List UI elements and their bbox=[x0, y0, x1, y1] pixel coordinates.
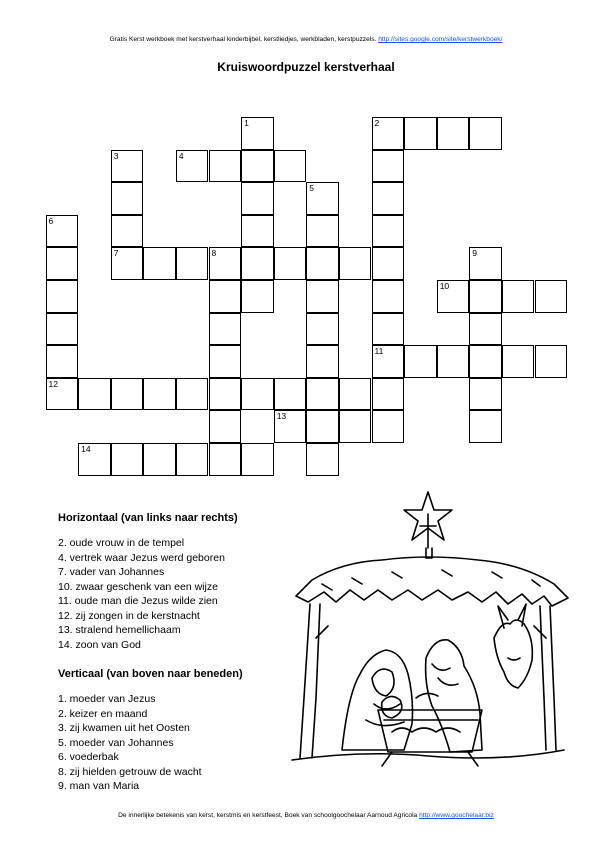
down-clues bbox=[58, 668, 243, 794]
clue-number: 2 bbox=[374, 118, 380, 128]
clue-number: 12 bbox=[48, 378, 58, 389]
crossword-cell[interactable] bbox=[274, 378, 307, 411]
crossword-cell[interactable] bbox=[306, 313, 339, 346]
crossword-cell[interactable] bbox=[372, 345, 405, 378]
crossword-cell[interactable] bbox=[404, 117, 437, 150]
crossword-cell[interactable] bbox=[241, 215, 274, 248]
crossword-cell[interactable] bbox=[46, 378, 79, 411]
across-heading: Horizontaal (van links naar rechts) bbox=[58, 512, 238, 524]
crossword-cell[interactable] bbox=[437, 117, 470, 150]
crossword-cell[interactable] bbox=[46, 215, 79, 248]
footer-note bbox=[0, 812, 612, 819]
crossword-cell[interactable] bbox=[372, 280, 405, 313]
crossword-cell[interactable] bbox=[469, 378, 502, 411]
crossword-cell[interactable] bbox=[111, 182, 144, 215]
crossword-cell[interactable] bbox=[404, 345, 437, 378]
crossword-cell[interactable] bbox=[306, 280, 339, 313]
clue-number: 1 bbox=[244, 118, 249, 128]
page-title: Kruiswoordpuzzel kerstverhaal bbox=[217, 60, 395, 74]
crossword-cell[interactable] bbox=[339, 410, 372, 443]
clue-number: 10 bbox=[439, 281, 450, 291]
crossword-cell[interactable] bbox=[209, 280, 242, 313]
stable-post-right bbox=[540, 606, 556, 750]
crossword-cell[interactable] bbox=[176, 443, 209, 476]
header-note-text: Gratis Kerst werkboek met kerstverhaal kinderbijbel, kerstliedjes, werkbladen, kerstpuzzels. bbox=[109, 36, 379, 43]
crossword-cell[interactable] bbox=[143, 247, 176, 280]
donkey bbox=[494, 620, 532, 688]
crossword-cell[interactable] bbox=[372, 215, 405, 248]
down-clue: 6. voederbak bbox=[58, 751, 119, 763]
crossword-cell[interactable] bbox=[111, 247, 144, 280]
across-clue: 7. vader van Johannes bbox=[58, 566, 165, 578]
clue-number: 4 bbox=[178, 150, 184, 161]
down-list bbox=[58, 692, 243, 794]
across-clue: 12. zij zongen in de kerstnacht bbox=[58, 609, 200, 622]
clue-number: 14 bbox=[81, 444, 91, 454]
crossword-cell[interactable] bbox=[209, 150, 242, 183]
nativity-illustration bbox=[282, 488, 574, 788]
crossword-cell[interactable] bbox=[372, 150, 405, 183]
crossword-cell[interactable] bbox=[78, 378, 111, 411]
crossword-cell[interactable] bbox=[143, 443, 176, 476]
clue-number: 13 bbox=[276, 411, 287, 422]
crossword-cell[interactable] bbox=[241, 378, 274, 411]
crossword-cell[interactable] bbox=[535, 345, 568, 378]
crossword-cell[interactable] bbox=[372, 117, 405, 150]
header-link[interactable]: http://sites.google.com/site/kerstwerkboek/ bbox=[378, 36, 503, 43]
crossword-cell[interactable] bbox=[209, 378, 242, 411]
clue-number: 8 bbox=[211, 248, 217, 259]
crossword-cell[interactable] bbox=[437, 345, 470, 378]
crossword-cell[interactable] bbox=[502, 345, 535, 378]
crossword-cell[interactable] bbox=[535, 280, 568, 313]
across-list bbox=[58, 536, 238, 652]
crossword-cell[interactable] bbox=[306, 345, 339, 378]
crossword-cell[interactable] bbox=[339, 378, 372, 411]
crossword-cell[interactable] bbox=[372, 410, 405, 443]
crossword-cell[interactable] bbox=[241, 150, 274, 183]
baby bbox=[382, 696, 402, 718]
crossword-cell[interactable] bbox=[274, 410, 307, 443]
crossword-cell[interactable] bbox=[372, 182, 405, 215]
crossword-cell[interactable] bbox=[209, 345, 242, 378]
crossword-cell[interactable] bbox=[241, 443, 274, 476]
crossword-cell[interactable] bbox=[111, 150, 144, 183]
clue-number: 5 bbox=[309, 183, 315, 194]
across-clues bbox=[58, 512, 238, 652]
crossword-cell[interactable] bbox=[469, 280, 502, 313]
crossword-cell[interactable] bbox=[176, 150, 209, 183]
crossword-cell[interactable] bbox=[339, 247, 372, 280]
clue-number: 3 bbox=[113, 150, 119, 161]
crossword-cell[interactable] bbox=[241, 280, 274, 313]
down-clue: 5. moeder van Johannes bbox=[58, 736, 174, 749]
across-clue: 4. vertrek waar Jezus werd geboren bbox=[58, 551, 225, 564]
crossword-cell[interactable] bbox=[372, 247, 405, 280]
crossword-cell[interactable] bbox=[274, 150, 307, 183]
crossword-cell[interactable] bbox=[241, 182, 274, 215]
crossword-cell[interactable] bbox=[143, 378, 176, 411]
across-clue: 11. oude man die Jezus wilde zien bbox=[58, 595, 218, 607]
crossword-cell[interactable] bbox=[502, 280, 535, 313]
stable-roof bbox=[296, 557, 568, 606]
crossword-cell[interactable] bbox=[469, 345, 502, 378]
crossword-cell[interactable] bbox=[209, 443, 242, 476]
across-clue: 13. stralend hemellichaam bbox=[58, 624, 181, 636]
crossword-cell[interactable] bbox=[274, 247, 307, 280]
crossword-cell[interactable] bbox=[46, 247, 79, 280]
crossword-cell[interactable] bbox=[306, 182, 339, 215]
down-clue: 8. zij hielden getrouw de wacht bbox=[58, 765, 202, 778]
crossword-cell[interactable] bbox=[209, 247, 242, 280]
crossword-cell[interactable] bbox=[209, 410, 242, 443]
crossword-cell[interactable] bbox=[241, 117, 274, 150]
across-clue: 10. zwaar geschenk van een wijze bbox=[58, 580, 218, 593]
mary bbox=[342, 650, 413, 750]
crossword-cell[interactable] bbox=[176, 247, 209, 280]
stable-post-left bbox=[300, 604, 320, 758]
crossword-cell[interactable] bbox=[306, 410, 339, 443]
crossword-cell[interactable] bbox=[241, 247, 274, 280]
down-clue: 9. man van Maria bbox=[58, 780, 140, 792]
crossword-cell[interactable] bbox=[111, 443, 144, 476]
crossword-cell[interactable] bbox=[111, 215, 144, 248]
clue-number: 6 bbox=[48, 215, 54, 226]
clue-number: 9 bbox=[472, 248, 478, 259]
down-heading: Verticaal (van boven naar beneden) bbox=[58, 668, 243, 680]
crossword-cell[interactable] bbox=[469, 117, 502, 150]
clue-number: 7 bbox=[113, 248, 119, 259]
crossword-cell[interactable] bbox=[306, 378, 339, 411]
footer-link[interactable]: http://www.goochelaar.biz bbox=[419, 812, 494, 819]
crossword-cell[interactable] bbox=[78, 443, 111, 476]
crossword-cell[interactable] bbox=[176, 378, 209, 411]
crossword-cell[interactable] bbox=[469, 247, 502, 280]
footer-note-text: De innerlijke betekenis van kerst, kerstmis en kerstfeest, Boek van schoolgoochelaar Aarnoud Agricola bbox=[118, 812, 420, 819]
crossword-cell[interactable] bbox=[372, 378, 405, 411]
crossword-cell[interactable] bbox=[306, 443, 339, 476]
crossword-cell[interactable] bbox=[469, 313, 502, 346]
crossword-cell[interactable] bbox=[209, 313, 242, 346]
down-clue: 2. keizer en maand bbox=[58, 707, 148, 720]
across-clue: 2. oude vrouw in de tempel bbox=[58, 537, 185, 549]
crossword-cell[interactable] bbox=[306, 247, 339, 280]
crossword-cell[interactable] bbox=[437, 280, 470, 313]
clue-number: 11 bbox=[374, 346, 384, 357]
crossword-cell[interactable] bbox=[111, 378, 144, 411]
crossword-cell[interactable] bbox=[46, 280, 79, 313]
down-clue: 3. zij kwamen uit het Oosten bbox=[58, 722, 190, 734]
crossword-cell[interactable] bbox=[46, 345, 79, 378]
crossword-cell[interactable] bbox=[372, 313, 405, 346]
crossword-cell[interactable] bbox=[46, 313, 79, 346]
crossword-cell[interactable] bbox=[469, 410, 502, 443]
down-clue: 1. moeder van Jezus bbox=[58, 693, 156, 705]
across-clue: 14. zoon van God bbox=[58, 638, 141, 651]
crossword-cell[interactable] bbox=[306, 215, 339, 248]
joseph bbox=[426, 640, 482, 752]
